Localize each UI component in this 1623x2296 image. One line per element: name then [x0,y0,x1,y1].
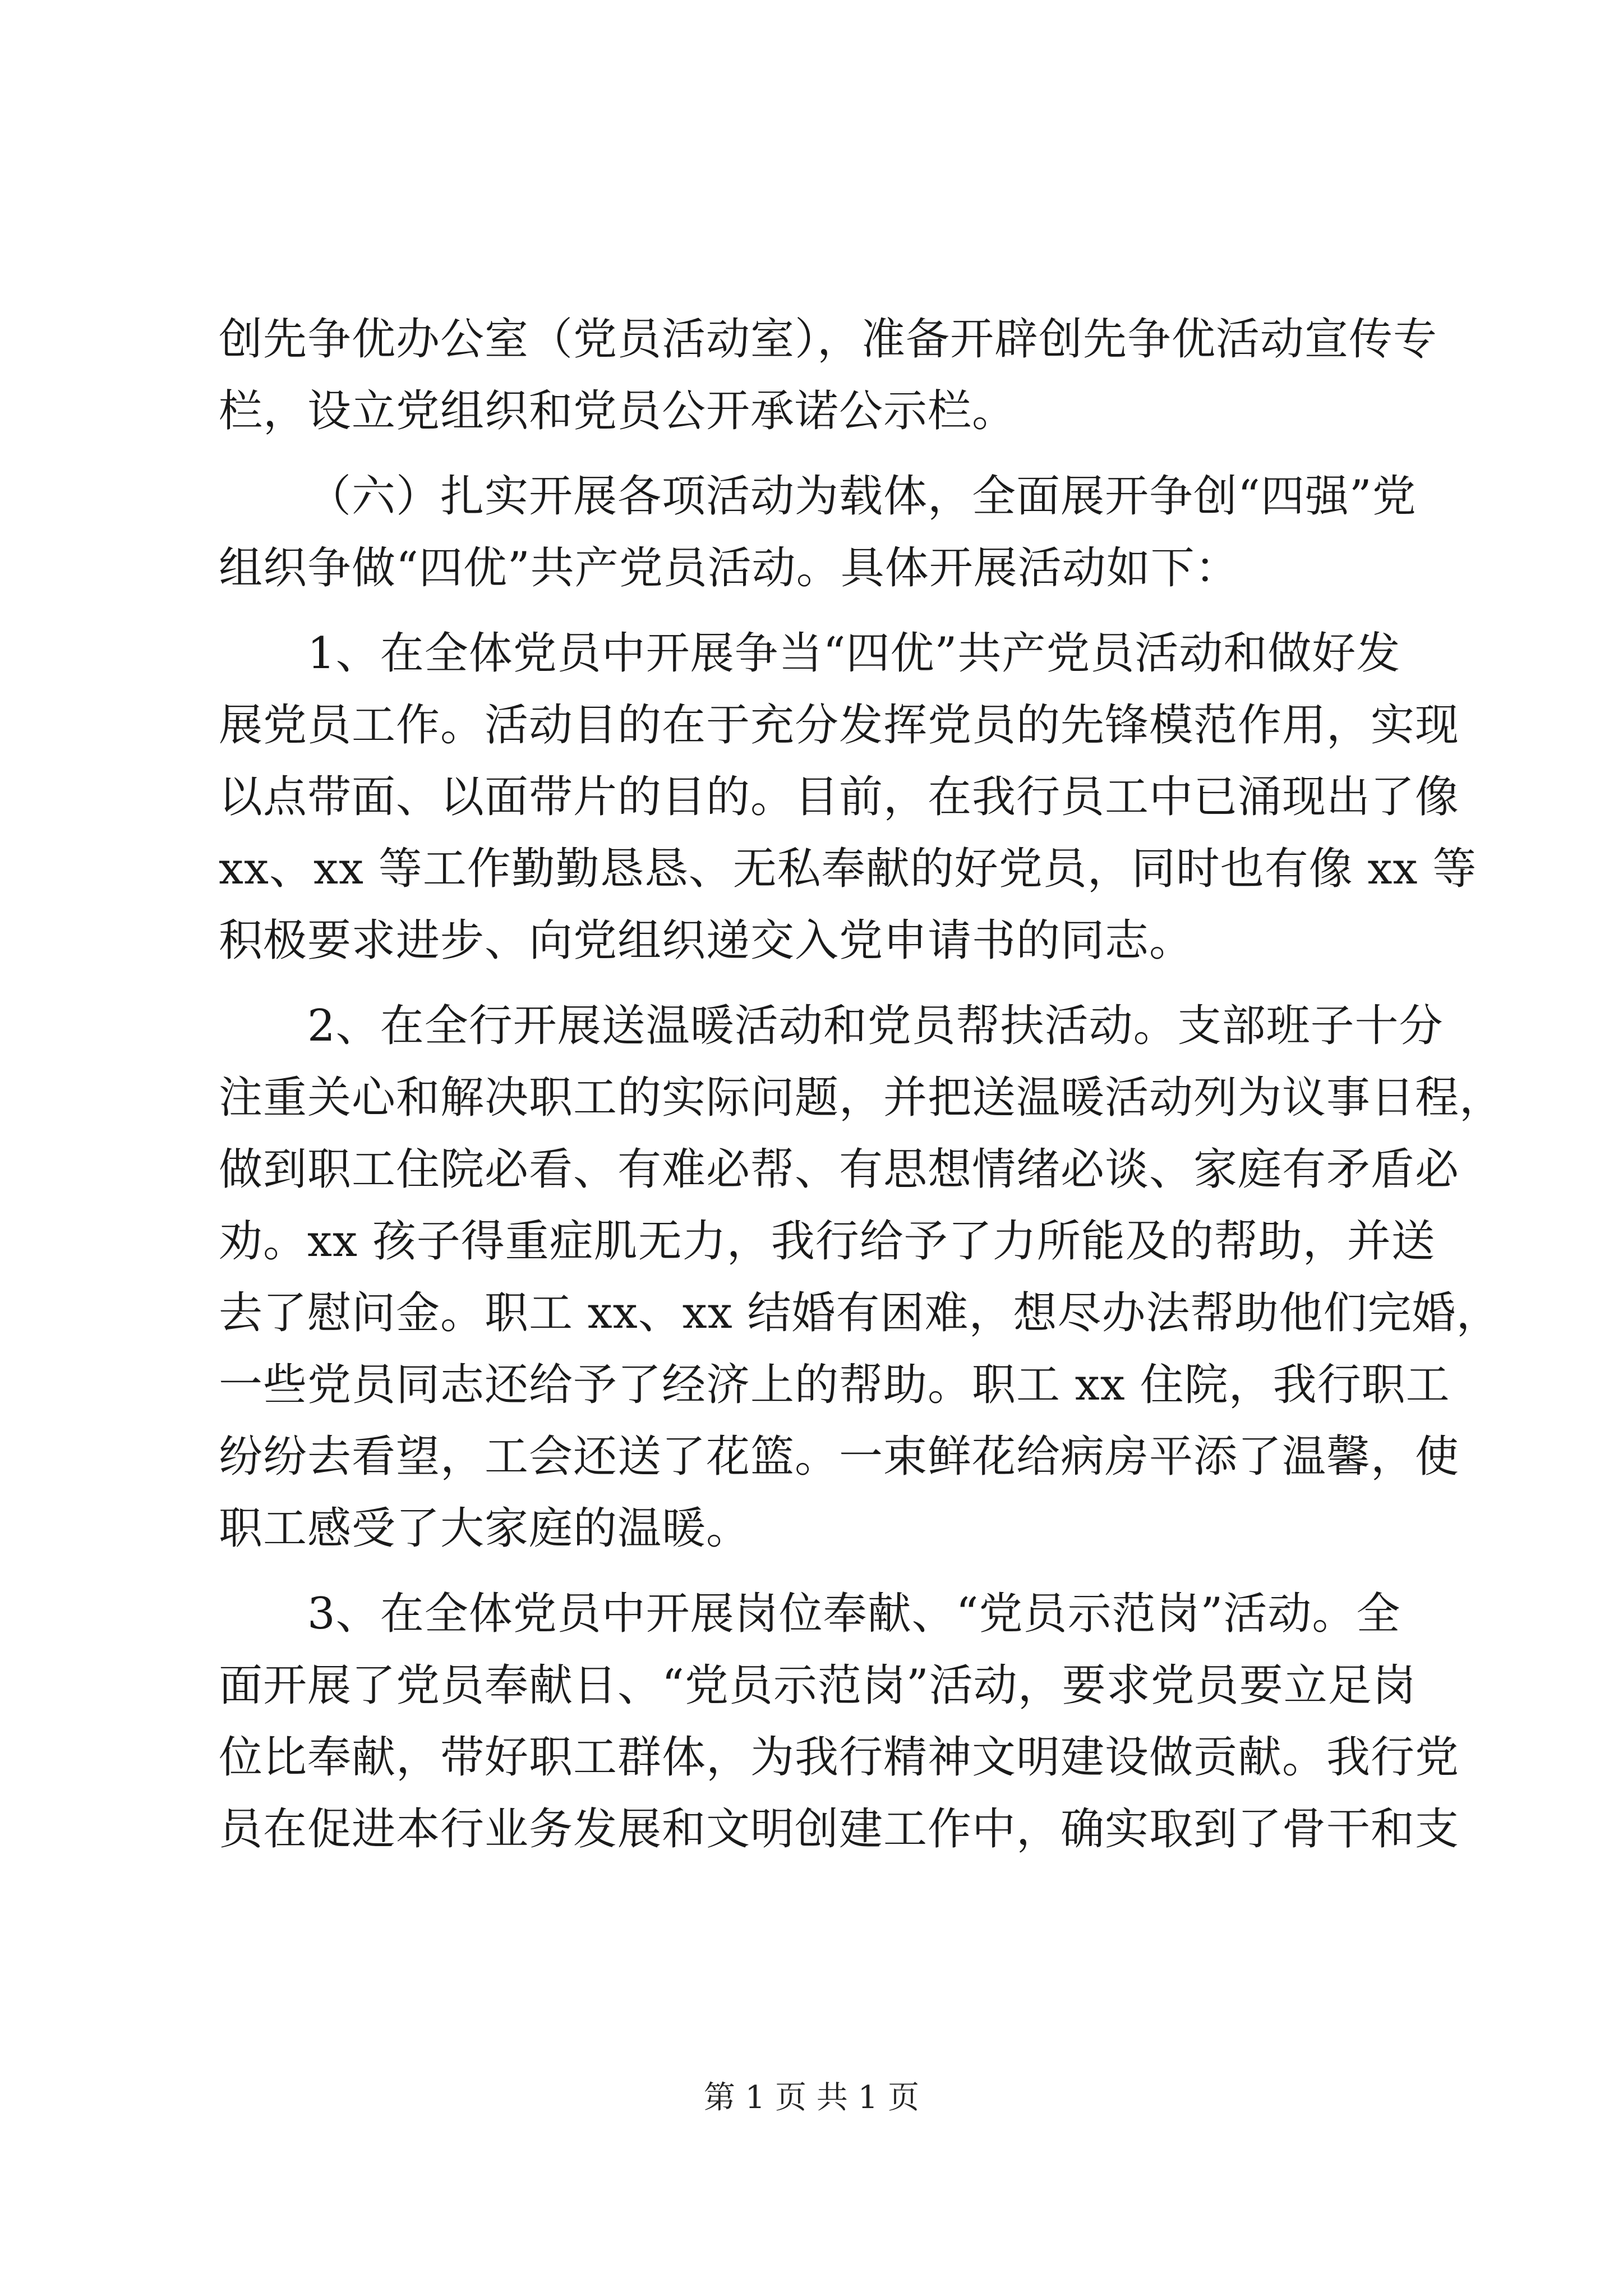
text-line: 创先争优办公室（党员活动室），准备开辟创先争优活动宣传专 [219,314,1438,365]
text-line: 做到职工住院必看、有难必帮、有思想情绪必谈、家庭有矛盾必 [219,1144,1460,1195]
text-line: （六）扎实开展各项活动为载体，全面展开争创“四强”党 [307,471,1417,522]
text-line: 去了慰问金。职工 xx、xx 结婚有困难，想尽办法帮助他们完婚， [219,1288,1501,1338]
text-line: 以点带面、以面带片的目的。目前，在我行员工中已涌现出了像 [219,772,1460,822]
text-line: 展党员工作。活动目的在于充分发挥党员的先锋模范作用，实现 [219,700,1460,751]
text-line: 劝。xx 孩子得重症肌无力，我行给予了力所能及的帮助，并送 [219,1216,1436,1267]
text-line: 员在促进本行业务发展和文明创建工作中，确实取到了骨干和支 [219,1804,1460,1855]
text-line: 2、在全行开展送温暖活动和党员帮扶活动。支部班子十分 [307,1001,1444,1051]
text-line: 积极要求进步、向党组织递交入党申请书的同志。 [219,915,1194,966]
text-line: 组织争做“四优”共产党员活动。具体开展活动如下： [219,543,1239,593]
text-line: 1、在全体党员中开展争当“四优”共产党员活动和做好发 [307,628,1401,679]
text-line: 3、在全体党员中开展岗位奉献、“党员示范岗”活动。全 [307,1589,1401,1639]
text-line: 栏，设立党组织和党员公开承诺公示栏。 [219,386,1017,436]
text-line: 一些党员同志还给予了经济上的帮助。职工 xx 住院，我行职工 [219,1360,1450,1410]
text-line: 纷纷去看望，工会还送了花篮。一束鲜花给病房平添了温馨，使 [219,1432,1460,1482]
text-line: 职工感受了大家庭的温暖。 [219,1503,751,1554]
text-line: xx、xx 等工作勤勤恳恳、无私奉献的好党员，同时也有像 xx 等 [219,844,1477,894]
page-footer: 第 1 页 共 1 页 [703,2079,920,2116]
text-line: 位比奉献，带好职工群体，为我行精神文明建设做贡献。我行党 [219,1732,1460,1783]
text-line: 注重关心和解决职工的实际问题，并把送温暖活动列为议事日程， [219,1073,1504,1123]
text-line: 面开展了党员奉献日、“党员示范岗”活动，要求党员要立足岗 [219,1660,1417,1711]
